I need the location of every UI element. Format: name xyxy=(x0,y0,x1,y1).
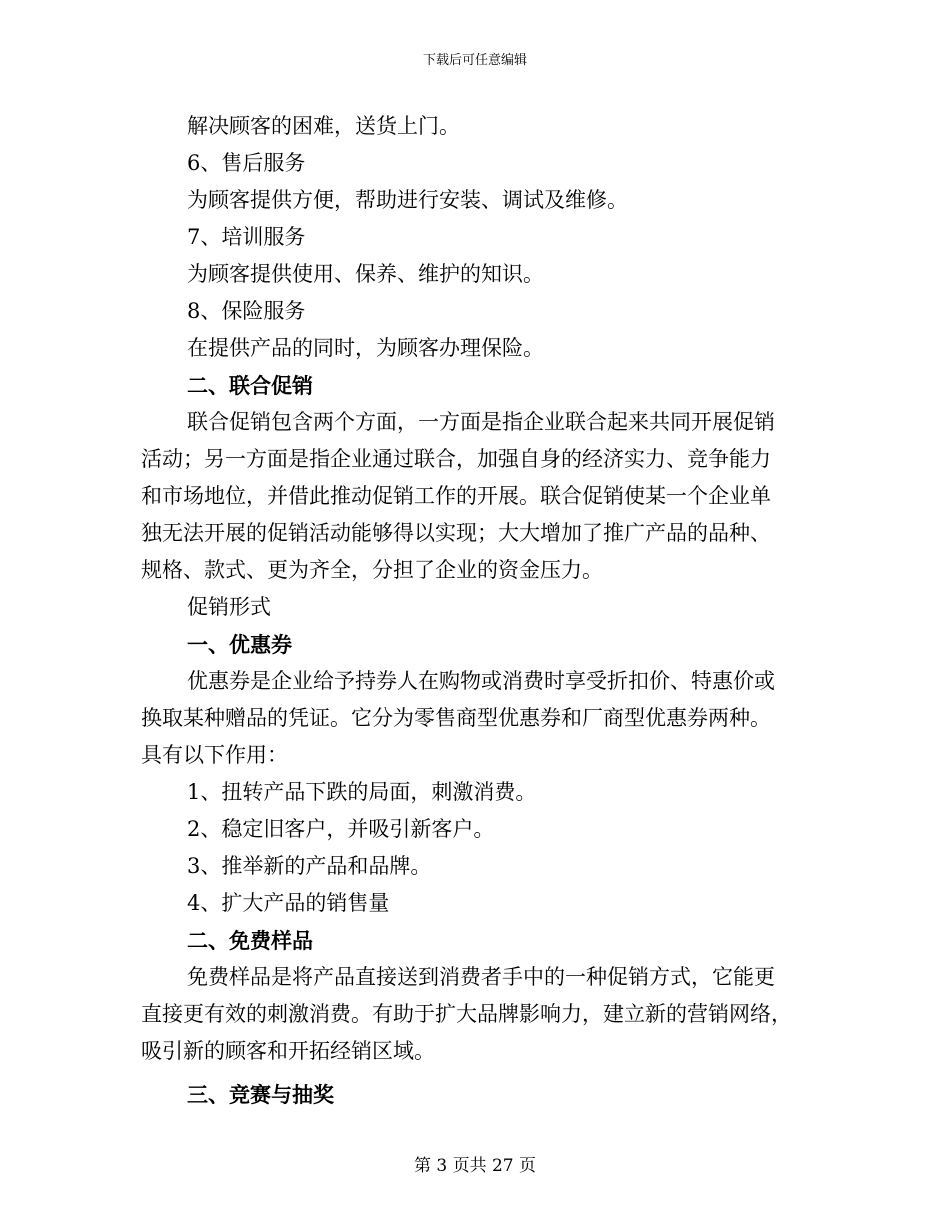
list-heading: 8、保险服务 xyxy=(187,299,306,323)
paragraph-line: 规格、款式、更为齐全，分担了企业的资金压力。 xyxy=(141,558,603,582)
paragraph-line: 独无法开展的促销活动能够得以实现；大大增加了推广产品的品种、 xyxy=(141,521,771,545)
list-item: 1、扭转产品下跌的局面，刺激消费。 xyxy=(187,780,537,804)
paragraph-line: 为顾客提供使用、保养、维护的知识。 xyxy=(187,262,544,286)
paragraph-line: 联合促销包含两个方面，一方面是指企业联合起来共同开展促销 xyxy=(187,410,775,434)
paragraph-line: 免费样品是将产品直接送到消费者手中的一种促销方式，它能更 xyxy=(187,965,775,989)
paragraph-line: 解决顾客的困难，送货上门。 xyxy=(187,114,460,138)
document-body xyxy=(141,108,811,1113)
paragraph-line: 具有以下作用： xyxy=(141,743,288,767)
section-heading: 二、联合促销 xyxy=(187,373,313,398)
page-header: 下载后可任意编辑 xyxy=(422,53,527,68)
paragraph-line: 换取某种赠品的凭证。它分为零售商型优惠券和厂商型优惠券两种。 xyxy=(141,706,771,730)
paragraph-line: 优惠券是企业给予持券人在购物或消费时享受折扣价、特惠价或 xyxy=(187,669,775,693)
paragraph-line: 为顾客提供方便，帮助进行安装、调试及维修。 xyxy=(187,188,628,212)
paragraph-line: 活动；另一方面是指企业通过联合，加强自身的经济实力、竞争能力 xyxy=(141,447,771,471)
list-item: 4、扩大产品的销售量 xyxy=(187,891,390,915)
section-heading: 二、免费样品 xyxy=(187,928,313,953)
paragraph-line: 吸引新的顾客和开拓经销区域。 xyxy=(141,1039,435,1063)
paragraph-line: 和市场地位，并借此推动促销工作的开展。联合促销使某一个企业单 xyxy=(141,484,771,508)
list-heading: 6、售后服务 xyxy=(187,151,306,175)
paragraph-line: 直接更有效的刺激消费。有助于扩大品牌影响力，建立新的营销网络， xyxy=(141,1002,792,1026)
section-heading: 三、竞赛与抽奖 xyxy=(187,1082,334,1107)
page-number: 第 3 页共 27 页 xyxy=(413,1156,537,1176)
list-item: 3、推举新的产品和品牌。 xyxy=(187,854,432,878)
list-item: 2、稳定旧客户，并吸引新客户。 xyxy=(187,817,495,841)
list-heading: 7、培训服务 xyxy=(187,225,306,249)
paragraph-line: 在提供产品的同时，为顾客办理保险。 xyxy=(187,336,544,360)
subtitle: 促销形式 xyxy=(187,595,271,619)
section-heading: 一、优惠券 xyxy=(187,632,292,657)
